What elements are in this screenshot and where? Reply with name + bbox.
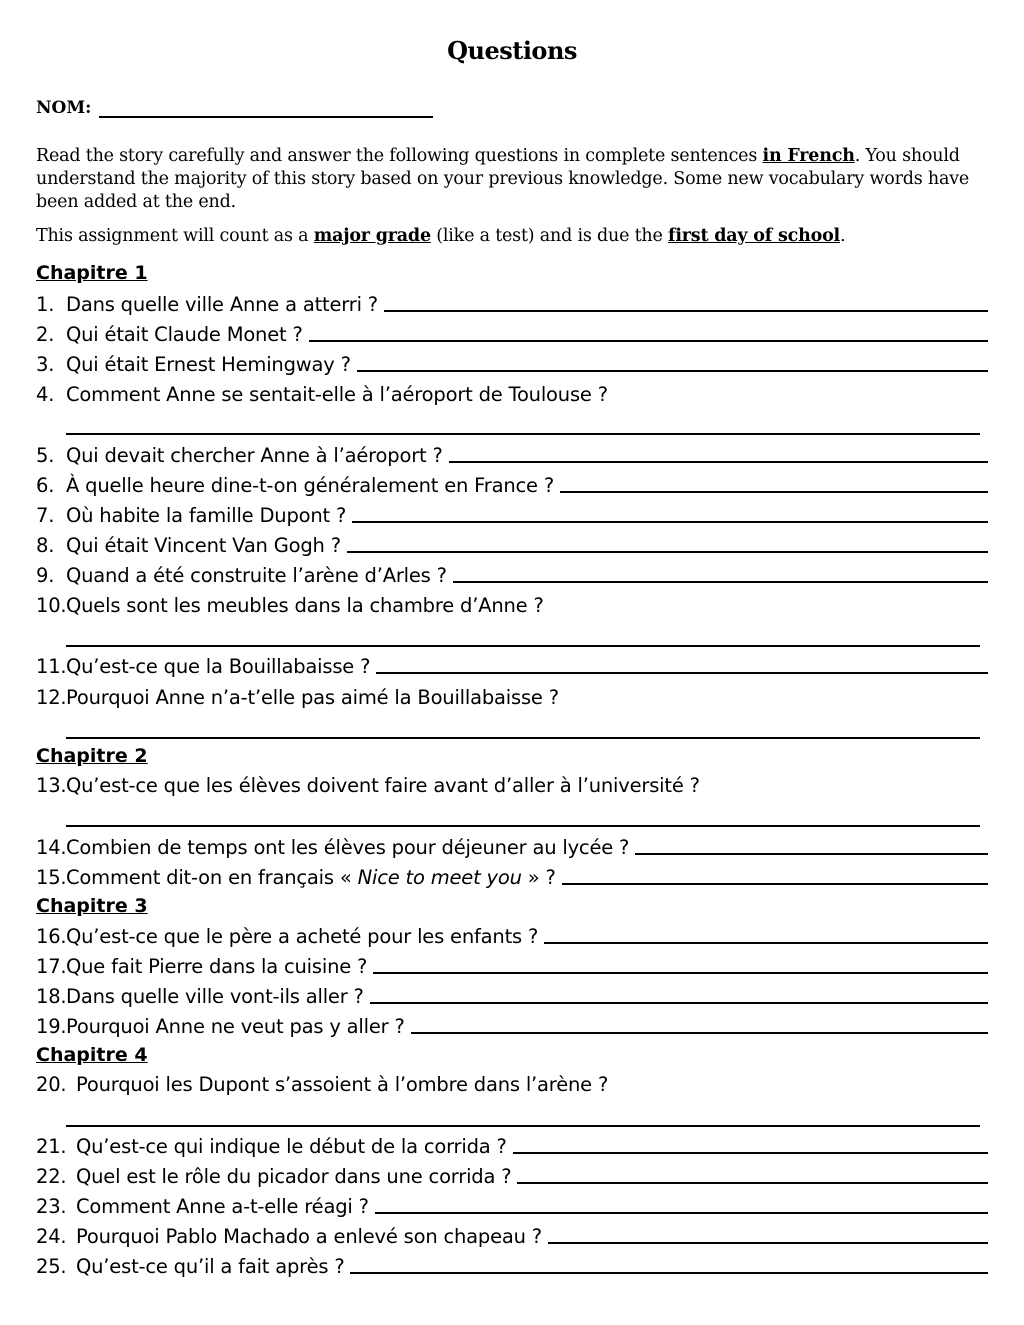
answer-line-13[interactable] — [66, 824, 980, 827]
answer-line[interactable] — [453, 580, 988, 583]
question-text: Comment Anne se sentait-elle à l’aéroport de Toulouse ? — [66, 383, 608, 406]
question-text-end: » ? — [521, 866, 556, 889]
grading-text-middle: (like a test) and is due the — [430, 226, 669, 246]
answer-line[interactable] — [352, 520, 988, 523]
question-number: 13. — [36, 774, 67, 797]
instructions-text-continued: . You should understand the majority of this story based on your previous knowledge. Some new vocabulary words have been added at the end. — [36, 146, 970, 212]
question-24 — [36, 1220, 988, 1248]
question-text: Qu’est-ce que le père a acheté pour les enfants ? — [66, 925, 539, 948]
question-text: Qu’est-ce qui indique le début de la corrida ? — [76, 1135, 507, 1158]
question-number: 18. — [36, 985, 67, 1008]
answer-line[interactable] — [544, 941, 988, 944]
question-number: 7. — [36, 504, 55, 527]
question-20 — [36, 1068, 988, 1096]
answer-line[interactable] — [560, 490, 988, 493]
answer-line[interactable] — [376, 671, 988, 674]
question-number: 8. — [36, 534, 55, 557]
instructions-text: Read the story carefully and answer the following questions in complete sentences — [36, 146, 763, 166]
grading-emphasis-first-day: first day of school — [668, 226, 840, 246]
question-text: Pourquoi les Dupont s’assoient à l’ombre dans l’arène ? — [76, 1073, 609, 1096]
question-text: Qui devait chercher Anne à l’aéroport ? — [66, 444, 443, 467]
question-17 — [36, 950, 988, 978]
name-label: NOM: — [36, 98, 92, 118]
question-text: Qui était Claude Monet ? — [66, 323, 303, 346]
instructions-emphasis-in-french: in French — [762, 146, 855, 166]
answer-line[interactable] — [548, 1241, 988, 1244]
question-16 — [36, 920, 988, 948]
question-14 — [36, 831, 988, 859]
answer-line[interactable] — [350, 1271, 988, 1274]
chapter-heading-4: Chapitre 4 — [36, 1044, 148, 1066]
question-text: Dans quelle ville vont-ils aller ? — [66, 985, 364, 1008]
question-1 — [36, 288, 988, 316]
question-19 — [36, 1010, 988, 1038]
question-number: 10. — [36, 594, 67, 617]
question-number: 1. — [36, 293, 55, 316]
question-text-start: Comment dit-on en français « — [66, 866, 358, 889]
question-8 — [36, 529, 988, 557]
question-number: 17. — [36, 955, 67, 978]
question-text: Que fait Pierre dans la cuisine ? — [66, 955, 368, 978]
question-21 — [36, 1130, 988, 1158]
name-row — [36, 96, 433, 118]
question-number: 25. — [36, 1255, 67, 1278]
chapter-heading-3: Chapitre 3 — [36, 895, 148, 917]
answer-line-4[interactable] — [66, 432, 980, 435]
question-9 — [36, 559, 988, 587]
grading-text-end: . — [840, 226, 846, 246]
name-field[interactable] — [99, 96, 433, 118]
question-text: Pourquoi Anne n’a-t’elle pas aimé la Bouillabaisse ? — [66, 686, 559, 709]
question-number: 19. — [36, 1015, 67, 1038]
question-number: 11. — [36, 655, 67, 678]
grading-paragraph — [36, 225, 986, 248]
answer-line[interactable] — [309, 339, 988, 342]
question-text: Qu’est-ce qu’il a fait après ? — [76, 1255, 345, 1278]
question-3 — [36, 348, 988, 376]
question-text: Comment Anne a-t-elle réagi ? — [76, 1195, 369, 1218]
question-text-phrase: Nice to meet you — [357, 866, 522, 889]
grading-text: This assignment will count as a — [36, 226, 314, 246]
answer-line[interactable] — [449, 460, 988, 463]
chapter-heading-1: Chapitre 1 — [36, 262, 148, 284]
question-number: 22. — [36, 1165, 67, 1188]
question-15 — [36, 861, 988, 889]
question-6 — [36, 469, 988, 497]
question-text: Qu’est-ce que les élèves doivent faire avant d’aller à l’université ? — [66, 774, 700, 797]
grading-emphasis-major-grade: major grade — [313, 226, 431, 246]
question-number: 12. — [36, 686, 67, 709]
question-text: Quel est le rôle du picador dans une corrida ? — [76, 1165, 512, 1188]
question-13 — [36, 769, 988, 797]
question-22 — [36, 1160, 988, 1188]
question-number: 20. — [36, 1073, 67, 1096]
answer-line[interactable] — [635, 852, 988, 855]
question-number: 23. — [36, 1195, 67, 1218]
question-text: Qui était Ernest Hemingway ? — [66, 353, 351, 376]
question-11 — [36, 650, 988, 678]
answer-line[interactable] — [562, 882, 988, 885]
question-4 — [36, 378, 988, 406]
question-number: 5. — [36, 444, 55, 467]
question-12 — [36, 681, 988, 709]
question-5 — [36, 439, 988, 467]
question-2 — [36, 318, 988, 346]
question-number: 2. — [36, 323, 55, 346]
question-number: 16. — [36, 925, 67, 948]
answer-line[interactable] — [513, 1151, 988, 1154]
question-number: 3. — [36, 353, 55, 376]
question-number: 15. — [36, 866, 67, 889]
question-number: 6. — [36, 474, 55, 497]
question-18 — [36, 980, 988, 1008]
answer-line[interactable] — [384, 309, 988, 312]
question-number: 4. — [36, 383, 55, 406]
question-text: Où habite la famille Dupont ? — [66, 504, 347, 527]
question-25 — [36, 1250, 988, 1278]
answer-line-20[interactable] — [66, 1124, 980, 1127]
question-10 — [36, 589, 988, 617]
question-text: Qui était Vincent Van Gogh ? — [66, 534, 341, 557]
question-text — [66, 866, 556, 889]
answer-line-10[interactable] — [66, 644, 980, 647]
answer-line-12[interactable] — [66, 736, 980, 739]
question-number: 9. — [36, 564, 55, 587]
answer-line[interactable] — [357, 369, 988, 372]
question-number: 21. — [36, 1135, 67, 1158]
answer-line[interactable] — [373, 971, 988, 974]
question-number: 24. — [36, 1225, 67, 1248]
question-7 — [36, 499, 988, 527]
answer-line[interactable] — [370, 1001, 988, 1004]
answer-line[interactable] — [375, 1211, 988, 1214]
question-number: 14. — [36, 836, 67, 859]
question-text: Dans quelle ville Anne a atterri ? — [66, 293, 378, 316]
question-text: Quand a été construite l’arène d’Arles ? — [66, 564, 447, 587]
question-text: Pourquoi Anne ne veut pas y aller ? — [66, 1015, 405, 1038]
answer-line[interactable] — [411, 1031, 988, 1034]
page-title: Questions — [447, 36, 577, 65]
question-text: Combien de temps ont les élèves pour déjeuner au lycée ? — [66, 836, 630, 859]
chapter-heading-2: Chapitre 2 — [36, 745, 148, 767]
question-text: Qu’est-ce que la Bouillabaisse ? — [66, 655, 371, 678]
question-text: Pourquoi Pablo Machado a enlevé son chapeau ? — [76, 1225, 542, 1248]
question-23 — [36, 1190, 988, 1218]
question-text: À quelle heure dine-t-on généralement en France ? — [66, 474, 554, 497]
answer-line[interactable] — [517, 1181, 988, 1184]
instructions-paragraph — [36, 145, 986, 214]
question-text: Quels sont les meubles dans la chambre d’Anne ? — [66, 594, 544, 617]
answer-line[interactable] — [347, 550, 988, 553]
